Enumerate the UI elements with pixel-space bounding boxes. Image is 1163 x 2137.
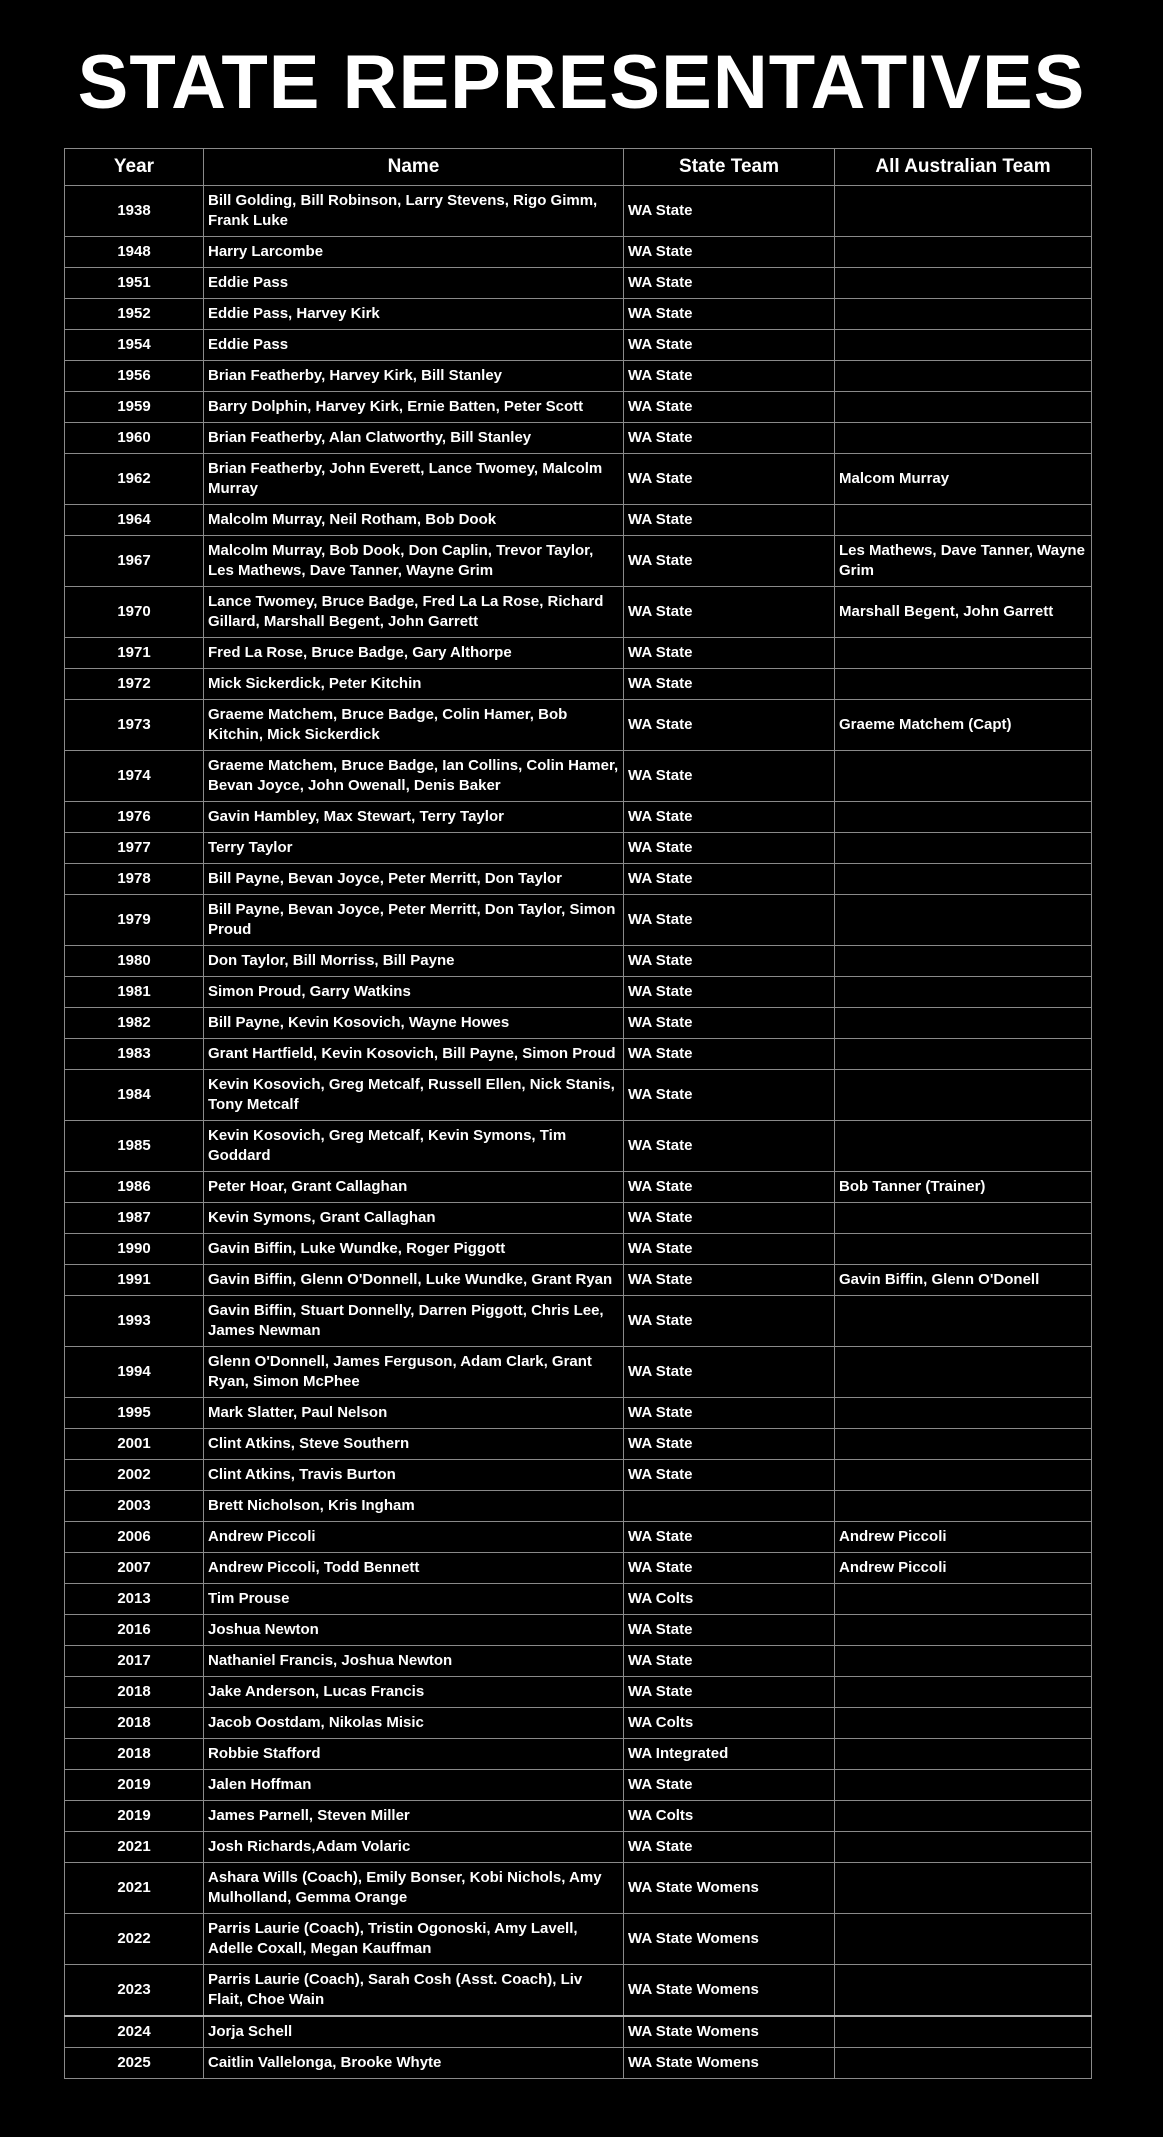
year-cell: 1994: [65, 1347, 204, 1398]
state-team-cell: WA Colts: [624, 1708, 835, 1739]
name-cell: Jacob Oostdam, Nikolas Misic: [204, 1708, 624, 1739]
table-row: [65, 1863, 1092, 1914]
name-cell: Eddie Pass: [204, 330, 624, 361]
table-row: [65, 1347, 1092, 1398]
all-australian-team-cell: [835, 1739, 1092, 1770]
state-team-cell: WA State Womens: [624, 1914, 835, 1965]
name-cell: Barry Dolphin, Harvey Kirk, Ernie Batten, Peter Scott: [204, 392, 624, 423]
all-australian-team-cell: [835, 423, 1092, 454]
all-australian-team-cell: [835, 1491, 1092, 1522]
state-team-cell: WA State: [624, 1347, 835, 1398]
table-row: [65, 1234, 1092, 1265]
name-cell: Robbie Stafford: [204, 1739, 624, 1770]
table-row: [65, 1070, 1092, 1121]
year-cell: 1972: [65, 669, 204, 700]
year-cell: 2003: [65, 1491, 204, 1522]
state-team-cell: WA State: [624, 1296, 835, 1347]
state-team-cell: WA State: [624, 700, 835, 751]
state-team-cell: WA State: [624, 1646, 835, 1677]
table-row: [65, 299, 1092, 330]
name-cell: Ashara Wills (Coach), Emily Bonser, Kobi Nichols, Amy Mulholland, Gemma Orange: [204, 1863, 624, 1914]
year-cell: 1960: [65, 423, 204, 454]
state-team-cell: WA State: [624, 833, 835, 864]
state-team-cell: WA Integrated: [624, 1739, 835, 1770]
table-row: [65, 1172, 1092, 1203]
all-australian-team-cell: [835, 1914, 1092, 1965]
all-australian-team-cell: [835, 2048, 1092, 2079]
all-australian-team-cell: [835, 2016, 1092, 2048]
name-cell: Brett Nicholson, Kris Ingham: [204, 1491, 624, 1522]
table-row: [65, 946, 1092, 977]
name-cell: Simon Proud, Garry Watkins: [204, 977, 624, 1008]
table-row: [65, 1646, 1092, 1677]
state-team-cell: [624, 1491, 835, 1522]
all-australian-team-cell: [835, 1347, 1092, 1398]
all-australian-team-cell: [835, 946, 1092, 977]
state-team-cell: WA State: [624, 1429, 835, 1460]
all-australian-team-cell: [835, 1008, 1092, 1039]
state-team-cell: WA State: [624, 1553, 835, 1584]
table-row: [65, 1296, 1092, 1347]
all-australian-team-cell: [835, 237, 1092, 268]
year-cell: 1971: [65, 638, 204, 669]
name-cell: Brian Featherby, Harvey Kirk, Bill Stanley: [204, 361, 624, 392]
state-team-cell: WA State: [624, 1522, 835, 1553]
all-australian-team-cell: Andrew Piccoli: [835, 1553, 1092, 1584]
table-row: [65, 669, 1092, 700]
name-cell: Don Taylor, Bill Morriss, Bill Payne: [204, 946, 624, 977]
year-cell: 2013: [65, 1584, 204, 1615]
state-team-cell: WA State: [624, 1234, 835, 1265]
table-row: [65, 833, 1092, 864]
year-cell: 1985: [65, 1121, 204, 1172]
all-australian-team-column-header: All Australian Team: [835, 149, 1092, 186]
table-row: [65, 1739, 1092, 1770]
year-cell: 1956: [65, 361, 204, 392]
year-cell: 2007: [65, 1553, 204, 1584]
all-australian-team-cell: [835, 1646, 1092, 1677]
all-australian-team-cell: [835, 751, 1092, 802]
state-team-cell: WA State: [624, 1460, 835, 1491]
all-australian-team-cell: [835, 1770, 1092, 1801]
table-row: [65, 361, 1092, 392]
year-cell: 2019: [65, 1801, 204, 1832]
all-australian-team-cell: [835, 1234, 1092, 1265]
state-team-cell: WA State: [624, 1677, 835, 1708]
state-team-cell: WA State: [624, 1265, 835, 1296]
state-team-cell: WA State: [624, 268, 835, 299]
name-cell: Gavin Biffin, Stuart Donnelly, Darren Piggott, Chris Lee, James Newman: [204, 1296, 624, 1347]
name-cell: Malcolm Murray, Neil Rotham, Bob Dook: [204, 505, 624, 536]
year-column-header: Year: [65, 149, 204, 186]
all-australian-team-cell: [835, 268, 1092, 299]
table-row: [65, 587, 1092, 638]
year-cell: 2021: [65, 1832, 204, 1863]
state-team-cell: WA State: [624, 1770, 835, 1801]
all-australian-team-cell: Malcom Murray: [835, 454, 1092, 505]
table-row: [65, 1914, 1092, 1965]
table-row: [65, 1832, 1092, 1863]
all-australian-team-cell: [835, 669, 1092, 700]
all-australian-team-cell: [835, 299, 1092, 330]
all-australian-team-cell: [835, 1398, 1092, 1429]
year-cell: 2022: [65, 1914, 204, 1965]
state-team-cell: WA State: [624, 186, 835, 237]
table-row: [65, 2048, 1092, 2079]
all-australian-team-cell: [835, 1584, 1092, 1615]
name-cell: Parris Laurie (Coach), Sarah Cosh (Asst. Coach), Liv Flait, Choe Wain: [204, 1965, 624, 2017]
state-team-cell: WA State: [624, 505, 835, 536]
year-cell: 2018: [65, 1677, 204, 1708]
all-australian-team-cell: [835, 1708, 1092, 1739]
all-australian-team-cell: [835, 864, 1092, 895]
name-cell: Tim Prouse: [204, 1584, 624, 1615]
all-australian-team-cell: Bob Tanner (Trainer): [835, 1172, 1092, 1203]
state-team-cell: WA State: [624, 1398, 835, 1429]
table-row: [65, 505, 1092, 536]
year-cell: 2002: [65, 1460, 204, 1491]
all-australian-team-cell: [835, 1965, 1092, 2017]
state-team-cell: WA State Womens: [624, 1965, 835, 2017]
all-australian-team-cell: [835, 638, 1092, 669]
state-team-cell: WA State: [624, 1172, 835, 1203]
table-row: [65, 330, 1092, 361]
year-cell: 1980: [65, 946, 204, 977]
name-cell: Gavin Biffin, Luke Wundke, Roger Piggott: [204, 1234, 624, 1265]
name-cell: Kevin Kosovich, Greg Metcalf, Russell Ellen, Nick Stanis, Tony Metcalf: [204, 1070, 624, 1121]
state-team-cell: WA State: [624, 587, 835, 638]
name-cell: Jalen Hoffman: [204, 1770, 624, 1801]
name-cell: Gavin Hambley, Max Stewart, Terry Taylor: [204, 802, 624, 833]
year-cell: 1982: [65, 1008, 204, 1039]
table-row: [65, 186, 1092, 237]
table-row: [65, 237, 1092, 268]
all-australian-team-cell: [835, 1677, 1092, 1708]
year-cell: 1990: [65, 1234, 204, 1265]
year-cell: 1970: [65, 587, 204, 638]
state-team-cell: WA State: [624, 361, 835, 392]
year-cell: 2016: [65, 1615, 204, 1646]
state-team-column-header: State Team: [624, 149, 835, 186]
year-cell: 1978: [65, 864, 204, 895]
table-row: [65, 1770, 1092, 1801]
year-cell: 1981: [65, 977, 204, 1008]
all-australian-team-cell: Graeme Matchem (Capt): [835, 700, 1092, 751]
all-australian-team-cell: [835, 330, 1092, 361]
name-cell: James Parnell, Steven Miller: [204, 1801, 624, 1832]
all-australian-team-cell: [835, 1070, 1092, 1121]
table-row: [65, 1584, 1092, 1615]
state-team-cell: WA State: [624, 392, 835, 423]
table-row: [65, 392, 1092, 423]
state-team-cell: WA State: [624, 864, 835, 895]
name-column-header: Name: [204, 149, 624, 186]
all-australian-team-cell: [835, 895, 1092, 946]
name-cell: Parris Laurie (Coach), Tristin Ogonoski, Amy Lavell, Adelle Coxall, Megan Kauffman: [204, 1914, 624, 1965]
table-row: [65, 1429, 1092, 1460]
all-australian-team-cell: [835, 1121, 1092, 1172]
table-row: [65, 1677, 1092, 1708]
table-row: [65, 1460, 1092, 1491]
name-cell: Brian Featherby, John Everett, Lance Twomey, Malcolm Murray: [204, 454, 624, 505]
state-team-cell: WA State: [624, 237, 835, 268]
name-cell: Caitlin Vallelonga, Brooke Whyte: [204, 2048, 624, 2079]
table-row: [65, 751, 1092, 802]
table-row: [65, 1121, 1092, 1172]
name-cell: Josh Richards,Adam Volaric: [204, 1832, 624, 1863]
table-row: [65, 1265, 1092, 1296]
table-body: [65, 186, 1092, 2079]
name-cell: Harry Larcombe: [204, 237, 624, 268]
name-cell: Bill Payne, Kevin Kosovich, Wayne Howes: [204, 1008, 624, 1039]
year-cell: 1964: [65, 505, 204, 536]
state-team-cell: WA State: [624, 802, 835, 833]
name-cell: Bill Payne, Bevan Joyce, Peter Merritt, Don Taylor: [204, 864, 624, 895]
name-cell: Clint Atkins, Travis Burton: [204, 1460, 624, 1491]
table-row: [65, 700, 1092, 751]
name-cell: Eddie Pass: [204, 268, 624, 299]
state-team-cell: WA State: [624, 1121, 835, 1172]
name-cell: Lance Twomey, Bruce Badge, Fred La La Rose, Richard Gillard, Marshall Begent, John Garrett: [204, 587, 624, 638]
table-row: [65, 1965, 1092, 2017]
year-cell: 1959: [65, 392, 204, 423]
state-team-cell: WA State: [624, 1070, 835, 1121]
table-row: [65, 268, 1092, 299]
table-row: [65, 2016, 1092, 2048]
state-team-cell: WA State: [624, 895, 835, 946]
year-cell: 1951: [65, 268, 204, 299]
year-cell: 2024: [65, 2016, 204, 2048]
name-cell: Grant Hartfield, Kevin Kosovich, Bill Payne, Simon Proud: [204, 1039, 624, 1070]
year-cell: 1983: [65, 1039, 204, 1070]
table-row: [65, 1039, 1092, 1070]
year-cell: 1952: [65, 299, 204, 330]
table-row: [65, 454, 1092, 505]
table-row: [65, 977, 1092, 1008]
table-row: [65, 1522, 1092, 1553]
all-australian-team-cell: Marshall Begent, John Garrett: [835, 587, 1092, 638]
all-australian-team-cell: [835, 1203, 1092, 1234]
year-cell: 1954: [65, 330, 204, 361]
name-cell: Joshua Newton: [204, 1615, 624, 1646]
year-cell: 2021: [65, 1863, 204, 1914]
year-cell: 1979: [65, 895, 204, 946]
all-australian-team-cell: [835, 977, 1092, 1008]
year-cell: 2025: [65, 2048, 204, 2079]
name-cell: Terry Taylor: [204, 833, 624, 864]
table-row: [65, 802, 1092, 833]
year-cell: 2019: [65, 1770, 204, 1801]
year-cell: 2023: [65, 1965, 204, 2017]
table-row: [65, 895, 1092, 946]
all-australian-team-cell: [835, 802, 1092, 833]
name-cell: Kevin Kosovich, Greg Metcalf, Kevin Symons, Tim Goddard: [204, 1121, 624, 1172]
year-cell: 1993: [65, 1296, 204, 1347]
year-cell: 1991: [65, 1265, 204, 1296]
state-team-cell: WA State Womens: [624, 1863, 835, 1914]
table-row: [65, 1801, 1092, 1832]
all-australian-team-cell: [835, 1296, 1092, 1347]
name-cell: Bill Payne, Bevan Joyce, Peter Merritt, Don Taylor, Simon Proud: [204, 895, 624, 946]
name-cell: Graeme Matchem, Bruce Badge, Ian Collins, Colin Hamer, Bevan Joyce, John Owenall, Denis Baker: [204, 751, 624, 802]
page-title: STATE REPRESENTATIVES: [77, 40, 1086, 125]
all-australian-team-cell: [835, 186, 1092, 237]
table-row: [65, 638, 1092, 669]
all-australian-team-cell: [835, 1429, 1092, 1460]
state-team-cell: WA State: [624, 536, 835, 587]
state-team-cell: WA State: [624, 638, 835, 669]
state-team-cell: WA State: [624, 1203, 835, 1234]
state-team-cell: WA State: [624, 423, 835, 454]
year-cell: 1967: [65, 536, 204, 587]
state-team-cell: WA State: [624, 1615, 835, 1646]
all-australian-team-cell: [835, 1039, 1092, 1070]
name-cell: Nathaniel Francis, Joshua Newton: [204, 1646, 624, 1677]
state-team-cell: WA State: [624, 977, 835, 1008]
table-row: [65, 423, 1092, 454]
all-australian-team-cell: [835, 833, 1092, 864]
state-team-cell: WA State: [624, 1039, 835, 1070]
name-cell: Andrew Piccoli, Todd Bennett: [204, 1553, 624, 1584]
all-australian-team-cell: Les Mathews, Dave Tanner, Wayne Grim: [835, 536, 1092, 587]
name-cell: Glenn O'Donnell, James Ferguson, Adam Clark, Grant Ryan, Simon McPhee: [204, 1347, 624, 1398]
year-cell: 1938: [65, 186, 204, 237]
name-cell: Bill Golding, Bill Robinson, Larry Stevens, Rigo Gimm, Frank Luke: [204, 186, 624, 237]
table-row: [65, 1398, 1092, 1429]
table-row: [65, 1553, 1092, 1584]
year-cell: 1986: [65, 1172, 204, 1203]
all-australian-team-cell: [835, 1863, 1092, 1914]
name-cell: Mick Sickerdick, Peter Kitchin: [204, 669, 624, 700]
name-cell: Malcolm Murray, Bob Dook, Don Caplin, Trevor Taylor, Les Mathews, Dave Tanner, Wayne Grim: [204, 536, 624, 587]
table-row: [65, 864, 1092, 895]
year-cell: 1973: [65, 700, 204, 751]
all-australian-team-cell: [835, 1801, 1092, 1832]
table-row: [65, 1708, 1092, 1739]
all-australian-team-cell: [835, 505, 1092, 536]
name-cell: Fred La Rose, Bruce Badge, Gary Althorpe: [204, 638, 624, 669]
all-australian-team-cell: [835, 1460, 1092, 1491]
name-cell: Peter Hoar, Grant Callaghan: [204, 1172, 624, 1203]
table-row: [65, 1203, 1092, 1234]
name-cell: Jorja Schell: [204, 2016, 624, 2048]
table-row: [65, 1008, 1092, 1039]
year-cell: 2018: [65, 1708, 204, 1739]
table-row: [65, 1491, 1092, 1522]
all-australian-team-cell: [835, 1615, 1092, 1646]
year-cell: 1995: [65, 1398, 204, 1429]
name-cell: Graeme Matchem, Bruce Badge, Colin Hamer, Bob Kitchin, Mick Sickerdick: [204, 700, 624, 751]
year-cell: 2001: [65, 1429, 204, 1460]
state-team-cell: WA State: [624, 1832, 835, 1863]
name-cell: Andrew Piccoli: [204, 1522, 624, 1553]
state-team-cell: WA State: [624, 751, 835, 802]
state-team-cell: WA State: [624, 946, 835, 977]
name-cell: Brian Featherby, Alan Clatworthy, Bill Stanley: [204, 423, 624, 454]
year-cell: 1987: [65, 1203, 204, 1234]
year-cell: 1962: [65, 454, 204, 505]
year-cell: 1974: [65, 751, 204, 802]
state-team-cell: WA State Womens: [624, 2016, 835, 2048]
header-row: [65, 149, 1092, 186]
year-cell: 2017: [65, 1646, 204, 1677]
year-cell: 1948: [65, 237, 204, 268]
name-cell: Clint Atkins, Steve Southern: [204, 1429, 624, 1460]
year-cell: 2018: [65, 1739, 204, 1770]
table-row: [65, 536, 1092, 587]
state-team-cell: WA State Womens: [624, 2048, 835, 2079]
state-team-cell: WA State: [624, 454, 835, 505]
table-row: [65, 1615, 1092, 1646]
state-team-cell: WA State: [624, 1008, 835, 1039]
state-team-cell: WA State: [624, 330, 835, 361]
all-australian-team-cell: Gavin Biffin, Glenn O'Donell: [835, 1265, 1092, 1296]
representatives-table: [64, 148, 1092, 2079]
name-cell: Gavin Biffin, Glenn O'Donnell, Luke Wundke, Grant Ryan: [204, 1265, 624, 1296]
name-cell: Kevin Symons, Grant Callaghan: [204, 1203, 624, 1234]
all-australian-team-cell: [835, 392, 1092, 423]
year-cell: 1977: [65, 833, 204, 864]
year-cell: 2006: [65, 1522, 204, 1553]
name-cell: Mark Slatter, Paul Nelson: [204, 1398, 624, 1429]
year-cell: 1984: [65, 1070, 204, 1121]
all-australian-team-cell: Andrew Piccoli: [835, 1522, 1092, 1553]
name-cell: Eddie Pass, Harvey Kirk: [204, 299, 624, 330]
state-team-cell: WA Colts: [624, 1584, 835, 1615]
state-team-cell: WA Colts: [624, 1801, 835, 1832]
all-australian-team-cell: [835, 361, 1092, 392]
year-cell: 1976: [65, 802, 204, 833]
state-team-cell: WA State: [624, 299, 835, 330]
all-australian-team-cell: [835, 1832, 1092, 1863]
name-cell: Jake Anderson, Lucas Francis: [204, 1677, 624, 1708]
state-team-cell: WA State: [624, 669, 835, 700]
